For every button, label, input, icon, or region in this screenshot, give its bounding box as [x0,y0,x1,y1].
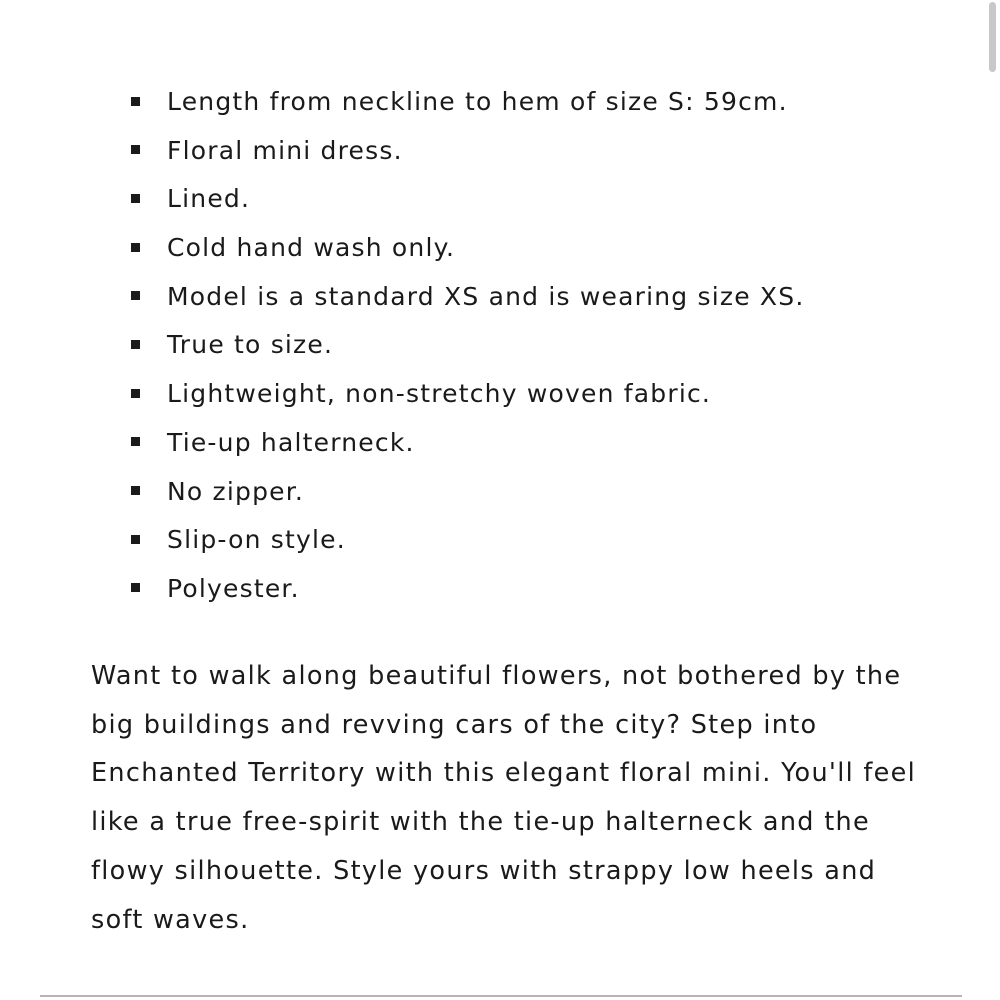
list-item [131,175,804,224]
product-description: Want to walk along beautiful flowers, not bothered by the big buildings and revving cars of the city? Step into Enchanted Territory with this elegant floral mini. You'll feel like a true free-spirit with the tie-up halterneck and the flowy silhouette. Style yours with strappy low heels and soft waves. [91,661,917,935]
scrollbar-thumb[interactable] [989,2,996,72]
feature-text: Model is a standard XS and is wearing size XS. [167,281,805,311]
bullet-icon [131,486,140,495]
list-item [131,419,804,468]
feature-text: Tie-up halterneck. [167,427,415,457]
feature-text: Cold hand wash only. [167,233,456,263]
list-item [131,468,804,517]
product-features-list [131,78,804,614]
list-item [131,273,804,322]
feature-text: Length from neckline to hem of size S: 59cm. [167,87,788,116]
feature-text: Lined. [167,184,251,214]
feature-text: True to size. [167,330,334,360]
feature-text: Floral mini dress. [167,135,403,165]
bullet-icon [131,437,140,446]
list-item [131,565,804,614]
list-item [131,370,804,419]
section-divider [40,995,962,997]
bullet-icon [131,145,140,154]
bullet-icon [131,97,140,106]
bullet-icon [131,291,140,300]
feature-text: Slip-on style. [167,525,346,555]
list-item [131,78,804,127]
bullet-icon [131,583,140,592]
list-item [131,516,804,565]
list-item [131,321,804,370]
bullet-icon [131,243,140,252]
list-item [131,224,804,273]
bullet-icon [131,340,140,349]
list-item [131,127,804,176]
feature-text: No zipper. [167,476,305,506]
bullet-icon [131,389,140,398]
bullet-icon [131,535,140,544]
feature-text: Polyester. [167,573,300,603]
bullet-icon [131,194,140,203]
feature-text: Lightweight, non-stretchy woven fabric. [167,379,712,409]
